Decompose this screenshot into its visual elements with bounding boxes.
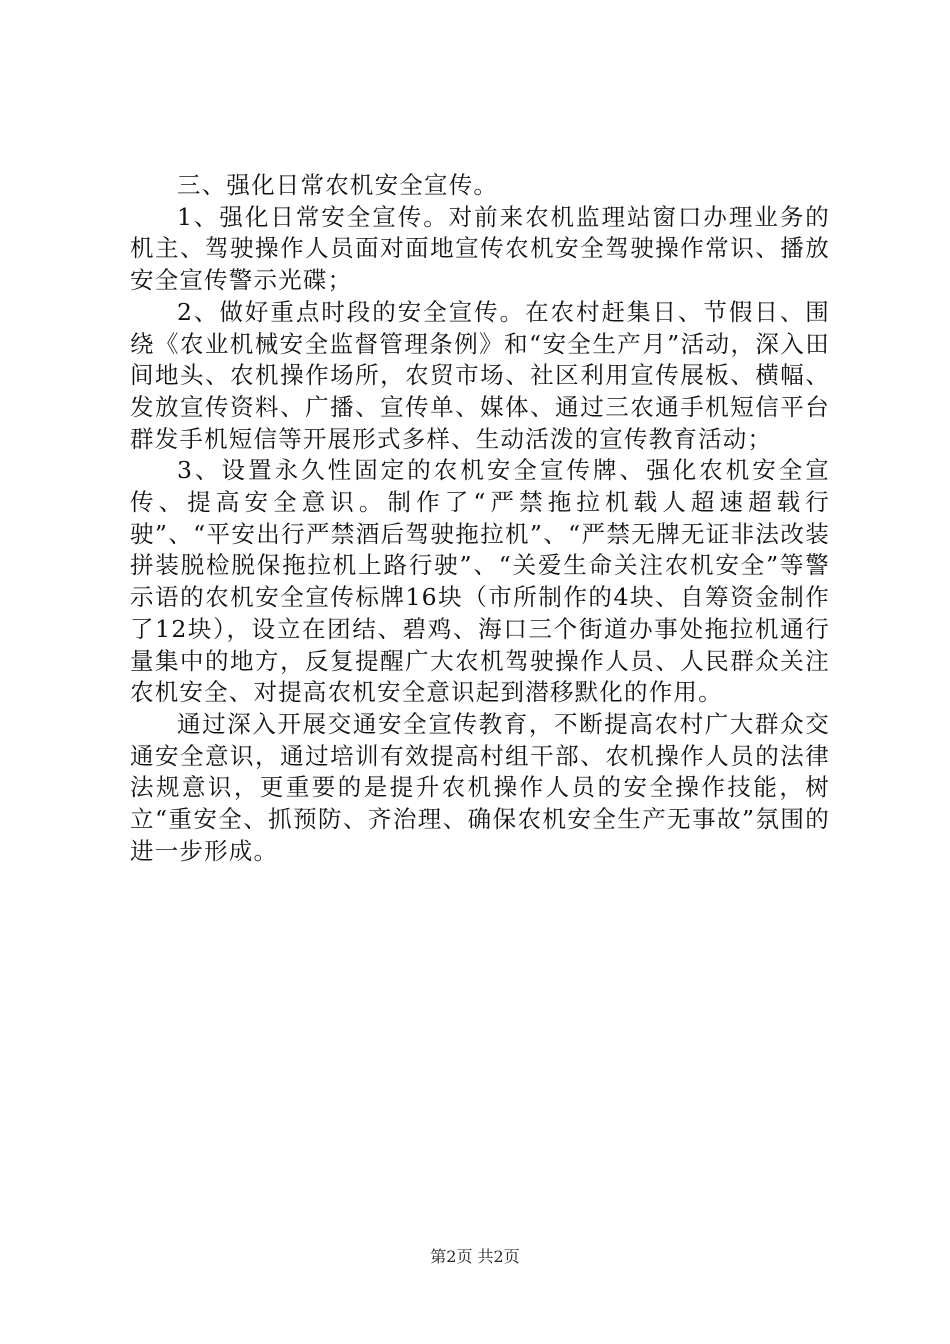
section-heading: 三、强化日常农机安全宣传。 xyxy=(177,171,499,199)
page-number-footer: 第2页 共2页 xyxy=(430,1247,520,1266)
paragraph-3: 3、设置永久性固定的农机安全宣传牌、强化农机安全宣传、提高安全意识。制作了“严禁拖拉机载人超速超载行驶”、“平安出行严禁酒后驾驶拖拉机”、“严禁无牌无证非法改装拼装脱检脱保拖拉机上路行驶”、“关爱生命关注农机安全”等警示语的农机安全宣传标牌16块（市所制作的4块、自筹资金制作了12块），设立在团结、碧鸡、海口三个街道办事处拖拉机通行量集中的地方，反复提醒广大农机驾驶操作人员、人民群众关注农机安全、对提高农机安全意识起到潜移默化的作用。 xyxy=(130,456,830,707)
paragraph-1: 1、强化日常安全宣传。对前来农机监理站窗口办理业务的机主、驾驶操作人员面对面地宣传农机安全驾驶操作常识、播放安全宣传警示光碟； xyxy=(130,202,830,295)
document-body xyxy=(130,170,830,867)
paragraph-2: 2、做好重点时段的安全宣传。在农村赶集日、节假日、围绕《农业机械安全监督管理条例》和“安全生产月”活动，深入田间地头、农机操作场所，农贸市场、社区利用宣传展板、横幅、发放宣传资料、广播、宣传单、媒体、通过三农通手机短信平台群发手机短信等开展形式多样、生动活泼的宣传教育活动； xyxy=(130,297,830,453)
paragraph-conclusion: 通过深入开展交通安全宣传教育，不断提高农村广大群众交通安全意识，通过培训有效提高村组干部、农机操作人员的法律法规意识，更重要的是提升农机操作人员的安全操作技能，树立“重安全、抓预防、齐治理、确保农机安全生产无事故”氛围的进一步形成。 xyxy=(130,709,830,865)
